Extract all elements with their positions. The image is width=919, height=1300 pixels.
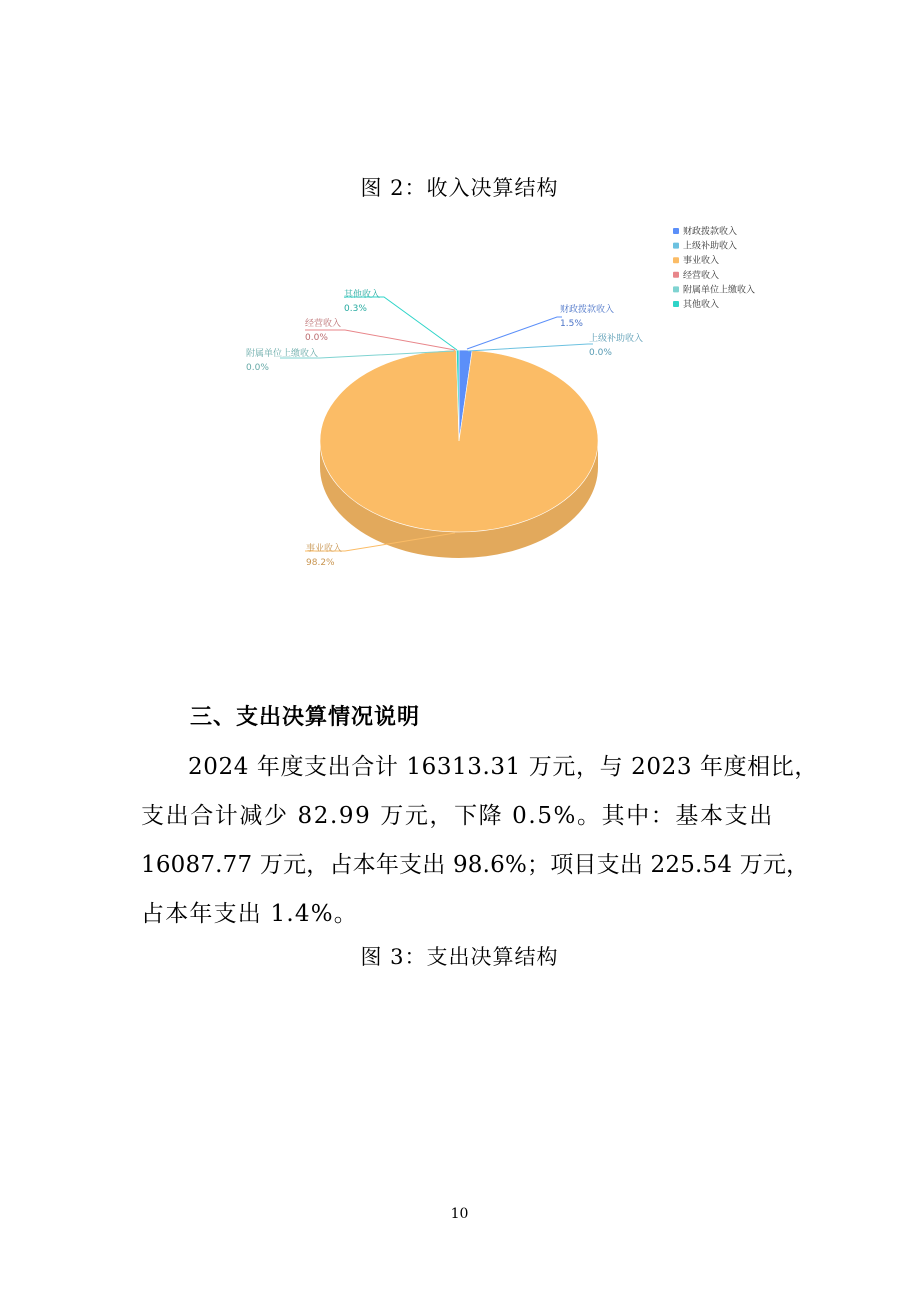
legend-item-3: 经营收入 bbox=[683, 270, 720, 281]
legend-item-4: 附属单位上缴收入 bbox=[683, 285, 756, 296]
slice-value-5: 0.3% bbox=[344, 304, 367, 314]
slice-label-1: 上级补助收入 bbox=[589, 334, 644, 344]
figure-3-caption: 图 3：支出决算结构 bbox=[360, 945, 559, 969]
paragraph-line-2: 支出合计减少 82.99 万元，下降 0.5%。其中：基本支出 bbox=[141, 803, 774, 829]
legend-swatch-2 bbox=[673, 257, 679, 263]
slice-label-5: 其他收入 bbox=[344, 290, 381, 300]
paragraph-line-3: 16087.77 万元，占本年支出 98.6%；项目支出 225.54 万元， bbox=[141, 852, 810, 878]
legend-item-5: 其他收入 bbox=[683, 300, 720, 310]
paragraph-line-1: 2024 年度支出合计 16313.31 万元，与 2023 年度相比， bbox=[188, 754, 818, 780]
pie-top bbox=[320, 350, 598, 532]
page-number: 10 bbox=[450, 1206, 469, 1222]
legend-swatch-0 bbox=[673, 228, 679, 234]
section-heading: 三、支出决算情况说明 bbox=[190, 705, 421, 730]
legend-item-1: 上级补助收入 bbox=[683, 241, 738, 252]
legend-swatch-3 bbox=[673, 272, 679, 278]
callout-line-1 bbox=[468, 344, 593, 351]
legend-item-2: 事业收入 bbox=[683, 256, 720, 267]
slice-value-2: 98.2% bbox=[306, 558, 335, 568]
slice-value-1: 0.0% bbox=[589, 348, 612, 358]
slice-label-3: 经营收入 bbox=[305, 319, 342, 329]
legend-swatch-1 bbox=[673, 243, 679, 249]
legend-item-0: 财政拨款收入 bbox=[683, 227, 738, 237]
slice-value-0: 1.5% bbox=[560, 319, 583, 329]
callout-line-0 bbox=[467, 317, 562, 349]
slice-value-3: 0.0% bbox=[305, 333, 328, 343]
figure-2-caption: 图 2：收入决算结构 bbox=[360, 176, 559, 200]
chart-legend bbox=[673, 225, 755, 310]
paragraph-line-4: 占本年支出 1.4%。 bbox=[141, 901, 358, 927]
legend-swatch-4 bbox=[673, 286, 679, 292]
slice-label-0: 财政拨款收入 bbox=[560, 305, 615, 315]
slice-label-2: 事业收入 bbox=[306, 544, 343, 554]
legend-swatch-5 bbox=[673, 301, 679, 307]
slice-label-4: 附属单位上缴收入 bbox=[246, 349, 319, 359]
income-structure-pie-chart bbox=[0, 0, 919, 640]
slice-value-4: 0.0% bbox=[246, 363, 269, 373]
